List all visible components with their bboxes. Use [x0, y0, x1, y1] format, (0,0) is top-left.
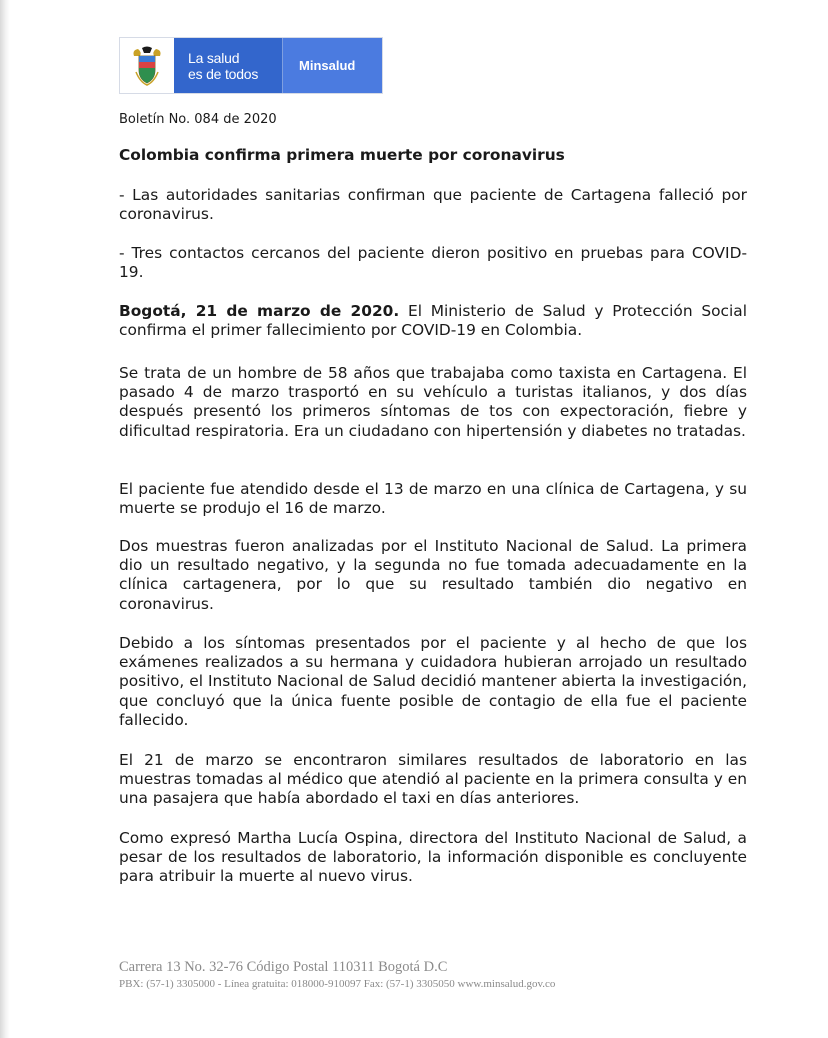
logo-slogan-line1: La salud: [188, 49, 240, 66]
paragraph-1: Se trata de un hombre de 58 años que trabajaba como taxista en Cartagena. El pasado 4 de marzo trasportó en su vehículo a turistas italianos, y dos días después presentó los primeros síntomas de tos con expectoración, fiebre y dificultad respiratoria. Era un ciudadano con hipertensión y diabetes no tratadas.: [119, 364, 747, 440]
footer-address: Carrera 13 No. 32-76 Código Postal 110311 Bogotá D.C: [119, 959, 448, 975]
paragraph-4: Debido a los síntomas presentados por el paciente y al hecho de que los exámenes realizados a su hermana y cuidadora hubieran arrojado un resultado positivo, el Instituto Nacional de Salud decidió mantener abierta la investigación, que concluyó que la única fuente posible de contagio de ella fue el paciente fallecido.: [119, 634, 747, 729]
logo-slogan: [174, 38, 282, 93]
logo-brand: Minsalud: [283, 38, 382, 93]
headline: Colombia confirma primera muerte por coronavirus: [119, 146, 565, 164]
bulletin-number: Boletín No. 084 de 2020: [119, 112, 277, 127]
paragraph-3: Dos muestras fueron analizadas por el Instituto Nacional de Salud. La primera dio un resultado negativo, y la segunda no fue tomada adecuadamente en la clínica cartagenera, por lo que su resultado también dio negativo en coronavirus.: [119, 537, 747, 613]
minsalud-logo: [119, 37, 383, 94]
bullet-1: - Las autoridades sanitarias confirman que paciente de Cartagena falleció por coronavirus.: [119, 186, 747, 224]
logo-slogan-line2: es de todos: [188, 65, 259, 82]
lead-paragraph: [119, 302, 747, 340]
bullet-2: - Tres contactos cercanos del paciente dieron positivo en pruebas para COVID-19.: [119, 244, 747, 282]
lead-text: El Ministerio de Salud y Protección Social confirma el primer fallecimiento por COVID-19 en Colombia.: [119, 302, 747, 340]
paragraph-5: El 21 de marzo se encontraron similares resultados de laboratorio en las muestras tomadas al médico que atendió al paciente en la primera consulta y en una pasajera que había abordado el taxi en días anteriores.: [119, 751, 747, 808]
footer-contact: PBX: (57-1) 3305000 - Línea gratuita: 018000-910097 Fax: (57-1) 3305050 www.minsalud.gov.co: [119, 978, 556, 990]
paragraph-6: Como expresó Martha Lucía Ospina, directora del Instituto Nacional de Salud, a pesar de los resultados de laboratorio, la información disponible es concluyente para atribuir la muerte al nuevo virus.: [119, 829, 747, 886]
dateline: Bogotá, 21 de marzo de 2020.: [119, 302, 400, 320]
page-shadow: [0, 0, 10, 1038]
paragraph-2: El paciente fue atendido desde el 13 de marzo en una clínica de Cartagena, y su muerte se produjo el 16 de marzo.: [119, 480, 747, 518]
colombia-coat-of-arms-icon: [120, 38, 174, 93]
